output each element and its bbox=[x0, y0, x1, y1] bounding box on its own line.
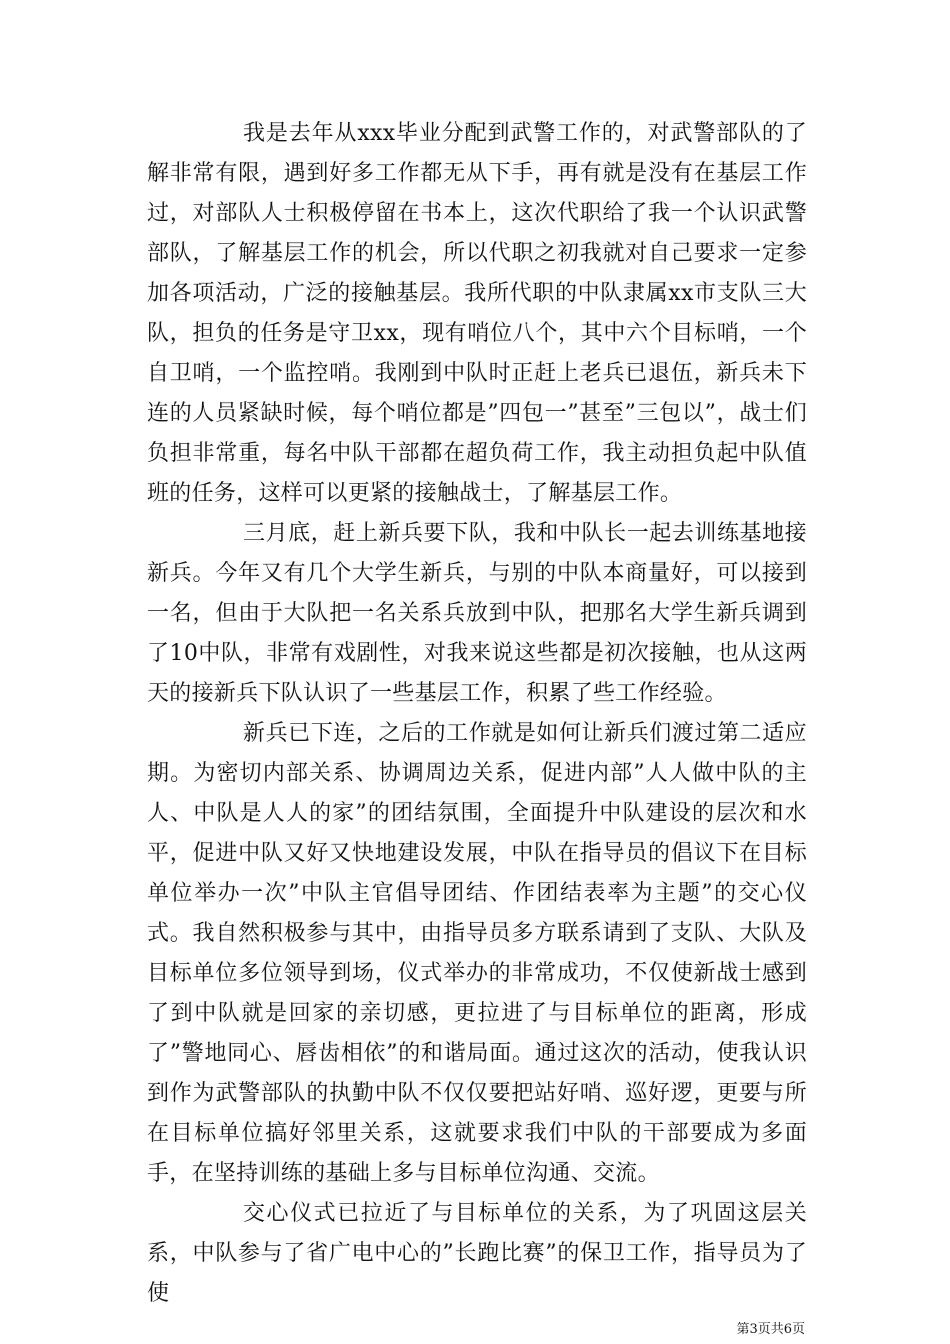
paragraph-3: 新兵已下连，之后的工作就是如何让新兵们渡过第二适应期。为密切内部关系、协调周边关系，促进内部”人人做中队的主人、中队是人人的家”的团结氛围，全面提升中队建设的层次和水平，促进中队又好又快地建设发展，中队在指导员的倡议下在目标单位举办一次”中队主官倡导团结、作团结表率为主题”的交心仪式。我自然积极参与其中，由指导员多方联系请到了支队、大队及目标单位多位领导到场，仪式举办的非常成功，不仅使新战士感到了到中队就是回家的亲切感，更拉进了与目标单位的距离，形成了”警地同心、唇齿相依”的和谐局面。通过这次的活动，使我认识到作为武警部队的执勤中队不仅仅要把站好哨、巡好逻，更要与所在目标单位搞好邻里关系，这就要求我们中队的干部要成为多面手，在坚持训练的基础上多与目标单位沟通、交流。 bbox=[147, 721, 807, 1186]
paragraph-4: 交心仪式已拉近了与目标单位的关系，为了巩固这层关系，中队参与了省广电中心的”长跑比赛”的保卫工作，指导员为了使 bbox=[147, 1201, 807, 1306]
paragraph-2: 三月底，赶上新兵要下队，我和中队长一起去训练基地接新兵。今年又有几个大学生新兵，与别的中队本商量好，可以接到一名，但由于大队把一名关系兵放到中队，把那名大学生新兵调到了10中队，非常有戏剧性，对我来说这些都是初次接触，也从这两天的接新兵下队认识了一些基层工作，积累了些工作经验。 bbox=[147, 521, 807, 706]
document-body bbox=[147, 114, 807, 1314]
page-number-footer: 第3页共6页 bbox=[736, 1322, 805, 1337]
paragraph-1: 我是去年从xxx毕业分配到武警工作的，对武警部队的了解非常有限，遇到好多工作都无从下手，再有就是没有在基层工作过，对部队人士积极停留在书本上，这次代职给了我一个认识武警部队，了解基层工作的机会，所以代职之初我就对自己要求一定参加各项活动，广泛的接触基层。我所代职的中队隶属xx市支队三大队，担负的任务是守卫xx，现有哨位八个，其中六个目标哨，一个自卫哨，一个监控哨。我刚到中队时正赶上老兵已退伍，新兵未下连的人员紧缺时候，每个哨位都是”四包一”甚至”三包以”，战士们负担非常重，每名中队干部都在超负荷工作，我主动担负起中队值班的任务，这样可以更紧的接触战士，了解基层工作。 bbox=[147, 121, 807, 506]
